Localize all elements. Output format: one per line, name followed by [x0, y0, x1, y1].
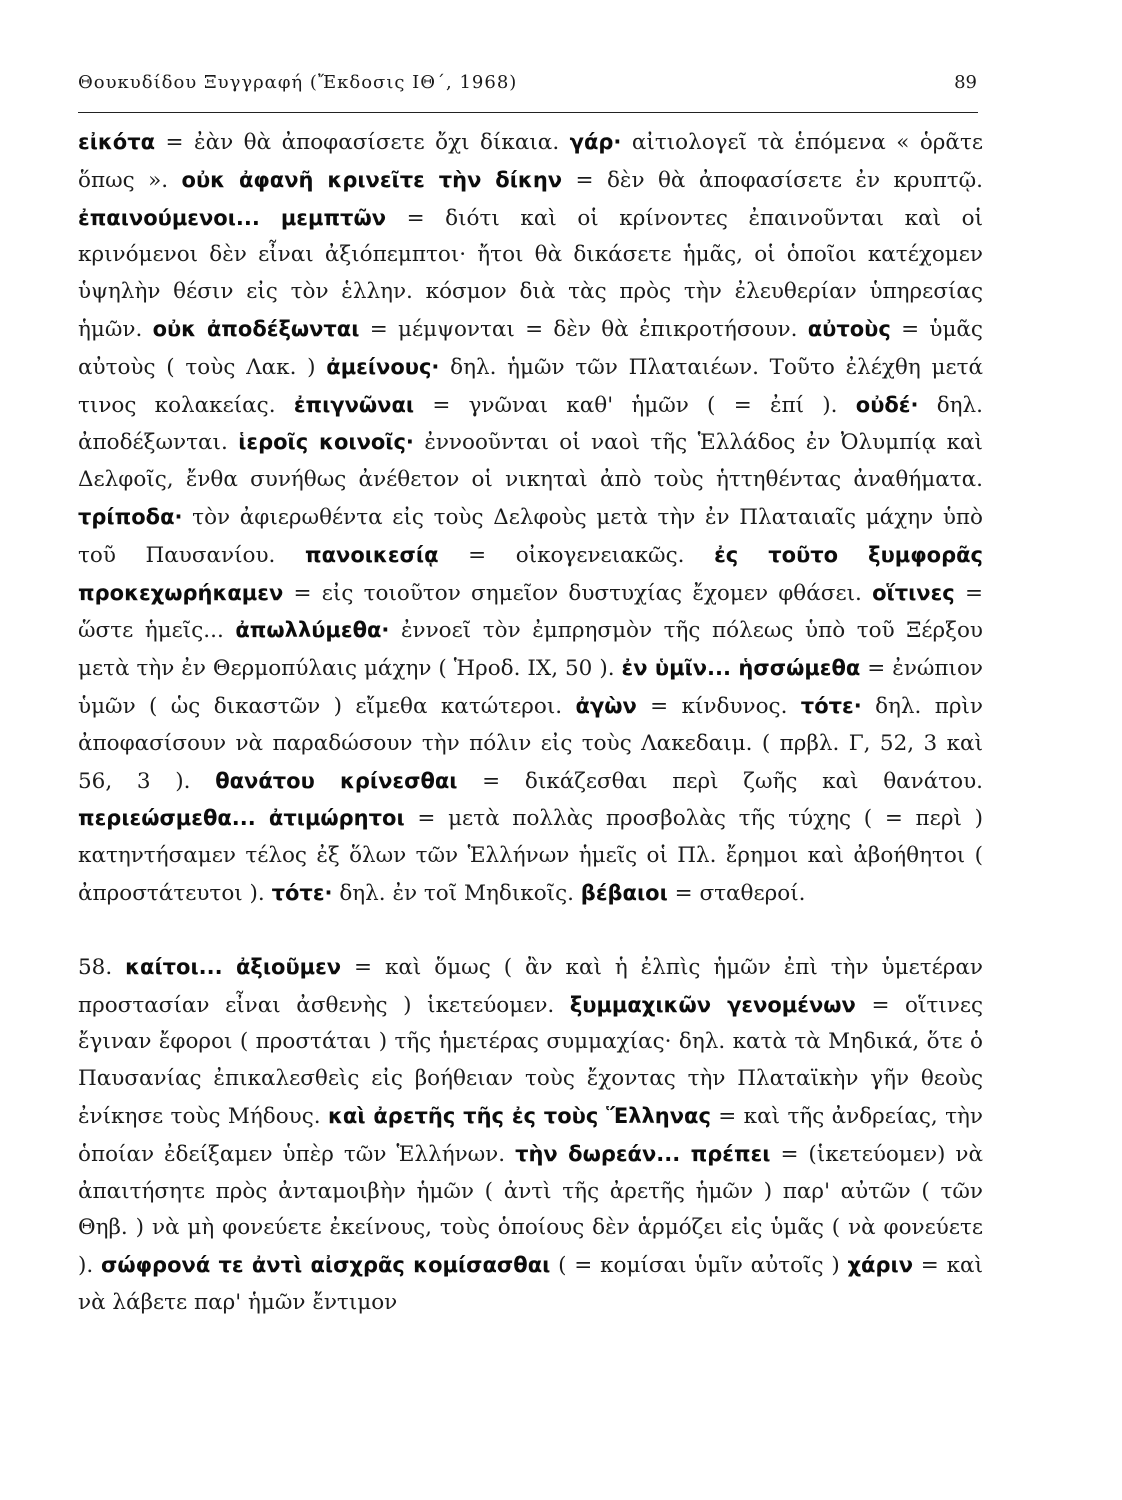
lemma: οἵτινες — [872, 580, 955, 605]
lemma: ἀμείνους· — [326, 354, 440, 379]
lemma: πανοικεσίᾳ — [304, 542, 439, 567]
running-head: Θουκυδίδου Ξυγγραφή (Ἔκδοσις ΙΘ΄, 1968) — [78, 72, 518, 93]
gloss-text: 58. — [78, 954, 126, 980]
commentary-paragraph-58 — [78, 949, 983, 1322]
gloss-text: = (ἱκετεύομεν) νὰ ἀπαιτήσητε πρὸς ἀνταμοιβὴν ἡμῶν ( ἀντὶ τῆς ἀρετῆς ἡμῶν ) παρ' αὐτῶν ( τῶν Θηβ. ) νὰ μὴ φονεύετε ἐκείνους, τοὺς ὁποίους δὲν ἁρμόζει εἰς ὑμᾶς ( νὰ φονεύετε ). — [78, 1141, 983, 1279]
lemma: σώφρονά τε ἀντὶ αἰσχρᾶς κομίσασθαι — [101, 1253, 551, 1278]
gloss-text: = καὶ ὅμως ( ἂν καὶ ἡ ἐλπὶς ἡμῶν ἐπὶ τὴν ὑμετέραν προστασίαν εἶναι ἀσθενὴς ) ἱκετεύομεν. — [78, 954, 983, 1018]
lemma: οὐκ ἀποδέξωνται — [152, 316, 360, 341]
gloss-text: = ὑμᾶς αὐτοὺς ( τοὺς Λακ. ) — [78, 316, 983, 380]
lemma: τὴν δωρεάν... πρέπει — [515, 1141, 771, 1166]
gloss-text: = δικάζεσθαι περὶ ζωῆς καὶ θανάτου. — [457, 768, 983, 794]
lemma: γάρ· — [569, 130, 622, 154]
gloss-text: αἰτιολογεῖ τὰ ἑπόμενα « ὁρᾶτε ὅπως ». — [78, 130, 983, 193]
gloss-text: = γνῶναι καθ' ἡμῶν ( = ἐπί ). — [414, 392, 856, 418]
header-rule — [78, 112, 978, 113]
lemma: ἐν ὑμῖν... ἡσσώμεθα — [621, 656, 861, 681]
gloss-text: = μέμψονται = δὲν θὰ ἐπικροτήσουν. — [359, 316, 808, 342]
gloss-text: = καὶ νὰ λάβετε παρ' ἡμῶν ἔντιμον — [78, 1253, 984, 1315]
gloss-text: = ἐνώπιον ὑμῶν ( ὡς δικαστῶν ) εἴμεθα κατώτεροι. — [78, 656, 983, 719]
lemma: θανάτου κρίνεσθαι — [215, 768, 458, 793]
lemma: οὐκ ἀφανῆ κρινεῖτε τὴν δίκην — [181, 167, 563, 192]
gloss-text: ἐννοεῖ τὸν ἐμπρησμὸν τῆς πόλεως ὑπὸ τοῦ Ξέρξου μετὰ τὴν ἐν Θερμοπύλαις μάχην ( Ἡροδ. IX, 50 ). — [78, 618, 983, 682]
lemma: ἀγὼν — [575, 693, 637, 718]
gloss-text: = καὶ τῆς ἀνδρείας, τὴν ὁποίαν ἐδείξαμεν ὑπὲρ τῶν Ἑλλήνων. — [78, 1103, 983, 1167]
lemma: ἱεροῖς κοινοῖς· — [238, 430, 414, 455]
lemma: καὶ ἀρετῆς τῆς ἐς τοὺς Ἕλληνας — [327, 1103, 711, 1128]
lemma: καίτοι... ἀξιοῦμεν — [125, 954, 342, 979]
gloss-text: = μετὰ πολλὰς προσβολὰς τῆς τύχης ( = περὶ ) κατηντήσαμεν τέλος ἐξ ὅλων τῶν Ἑλλήνων ἡμεῖς οἱ Πλ. ἔρημοι καὶ ἀβοήθητοι ( ἀπροστάτευτοι ). — [78, 806, 983, 906]
gloss-text: τὸν ἀφιερωθέντα εἰς τοὺς Δελφοὺς μετὰ τὴν ἐν Πλαταιαῖς μάχην ὑπὸ τοῦ Παυσανίου. — [78, 504, 983, 568]
lemma: τρίποδα· — [78, 504, 183, 529]
gloss-text: δηλ. πρὶν ἀποφασίσουν νὰ παραδώσουν τὴν πόλιν εἰς τοὺς Λακεδαιμ. ( πρβλ. Γ, 52, 3 καὶ 56, 3 ). — [78, 693, 984, 794]
lemma: οὐδέ· — [855, 392, 919, 417]
lemma: τότε· — [271, 880, 333, 905]
lemma: βέβαιοι — [580, 880, 668, 905]
gloss-text: = σταθεροί. — [667, 880, 806, 906]
gloss-text: = κίνδυνος. — [636, 693, 801, 719]
lemma: ἐπαινούμενοι... μεμπτῶν — [78, 205, 387, 230]
lemma: ξυμμαχικῶν γενομένων — [569, 992, 856, 1017]
lemma: ἐπιγνῶναι — [293, 392, 415, 417]
lemma: αὐτοὺς — [807, 316, 891, 341]
gloss-text: ἐννοοῦνται οἱ ναοὶ τῆς Ἑλλάδος ἐν Ὀλυμπίᾳ καὶ Δελφοῖς, ἔνθα συνήθως ἀνέθετον οἱ νικηταὶ ἀπὸ τοὺς ἡττηθέντας ἀναθήματα. — [78, 430, 983, 493]
page-number: 89 — [954, 72, 977, 93]
gloss-text: = οἰκογενειακῶς. — [438, 542, 715, 568]
gloss-text: = δὲν θὰ ἀποφασίσετε ἐν κρυπτῷ. — [562, 167, 983, 193]
lemma: τότε· — [800, 693, 862, 718]
gloss-text: = ἐὰν θὰ ἀποφασίσετε ὄχι δίκαια. — [155, 130, 570, 155]
lemma: ἀπωλλύμεθα· — [235, 618, 390, 643]
lemma: ἐς τοῦτο ξυμφορᾶς προκεχωρήκαμεν — [78, 542, 983, 605]
gloss-text: = διότι καὶ οἱ κρίνοντες ἐπαινοῦνται καὶ οἱ κρινόμενοι δὲν εἶναι ἀξιόπεμπτοι· ἤτοι θὰ δικάσετε ἡμᾶς, οἱ ὁποῖοι κατέχομεν ὑψηλὴν θέσιν εἰς τὸν ἑλλην. κόσμον διὰ τὰς πρὸς τὴν ἐλευθερίαν ὑπηρεσίας ἡμῶν. — [78, 205, 983, 342]
commentary-body — [78, 124, 983, 1322]
lemma: χάριν — [847, 1253, 914, 1278]
gloss-text: = οἵτινες ἔγιναν ἔφοροι ( προστάται ) τῆς ἡμετέρας συμμαχίας· δηλ. κατὰ τὰ Μηδικά, ὅτε ὁ Παυσανίας ἐπικαλεσθεὶς εἰς βοήθειαν τοὺς ἔχοντας τὴν Πλαταϊκὴν γῆν θεοὺς ἐνίκησε τοὺς Μήδους. — [78, 992, 984, 1129]
gloss-text: ( = κομίσαι ὑμῖν αὐτοῖς ) — [550, 1253, 848, 1279]
lemma: περιεώσμεθα... ἀτιμώρητοι — [78, 806, 405, 831]
gloss-text: = ὥστε ἡμεῖς... — [78, 580, 983, 644]
commentary-paragraph-57 — [78, 124, 983, 913]
gloss-text: δηλ. ἡμῶν τῶν Πλαταιέων. Τοῦτο ἐλέχθη μετά τινος κολακείας. — [78, 354, 983, 418]
lemma: εἰκότα — [78, 130, 156, 154]
gloss-text: δηλ. ἐν τοῖ Μηδικοῖς. — [332, 880, 581, 906]
gloss-text: δηλ. ἀποδέξωνται. — [78, 392, 984, 456]
gloss-text: = εἰς τοιοῦτον σημεῖον δυστυχίας ἔχομεν φθάσει. — [283, 580, 873, 606]
